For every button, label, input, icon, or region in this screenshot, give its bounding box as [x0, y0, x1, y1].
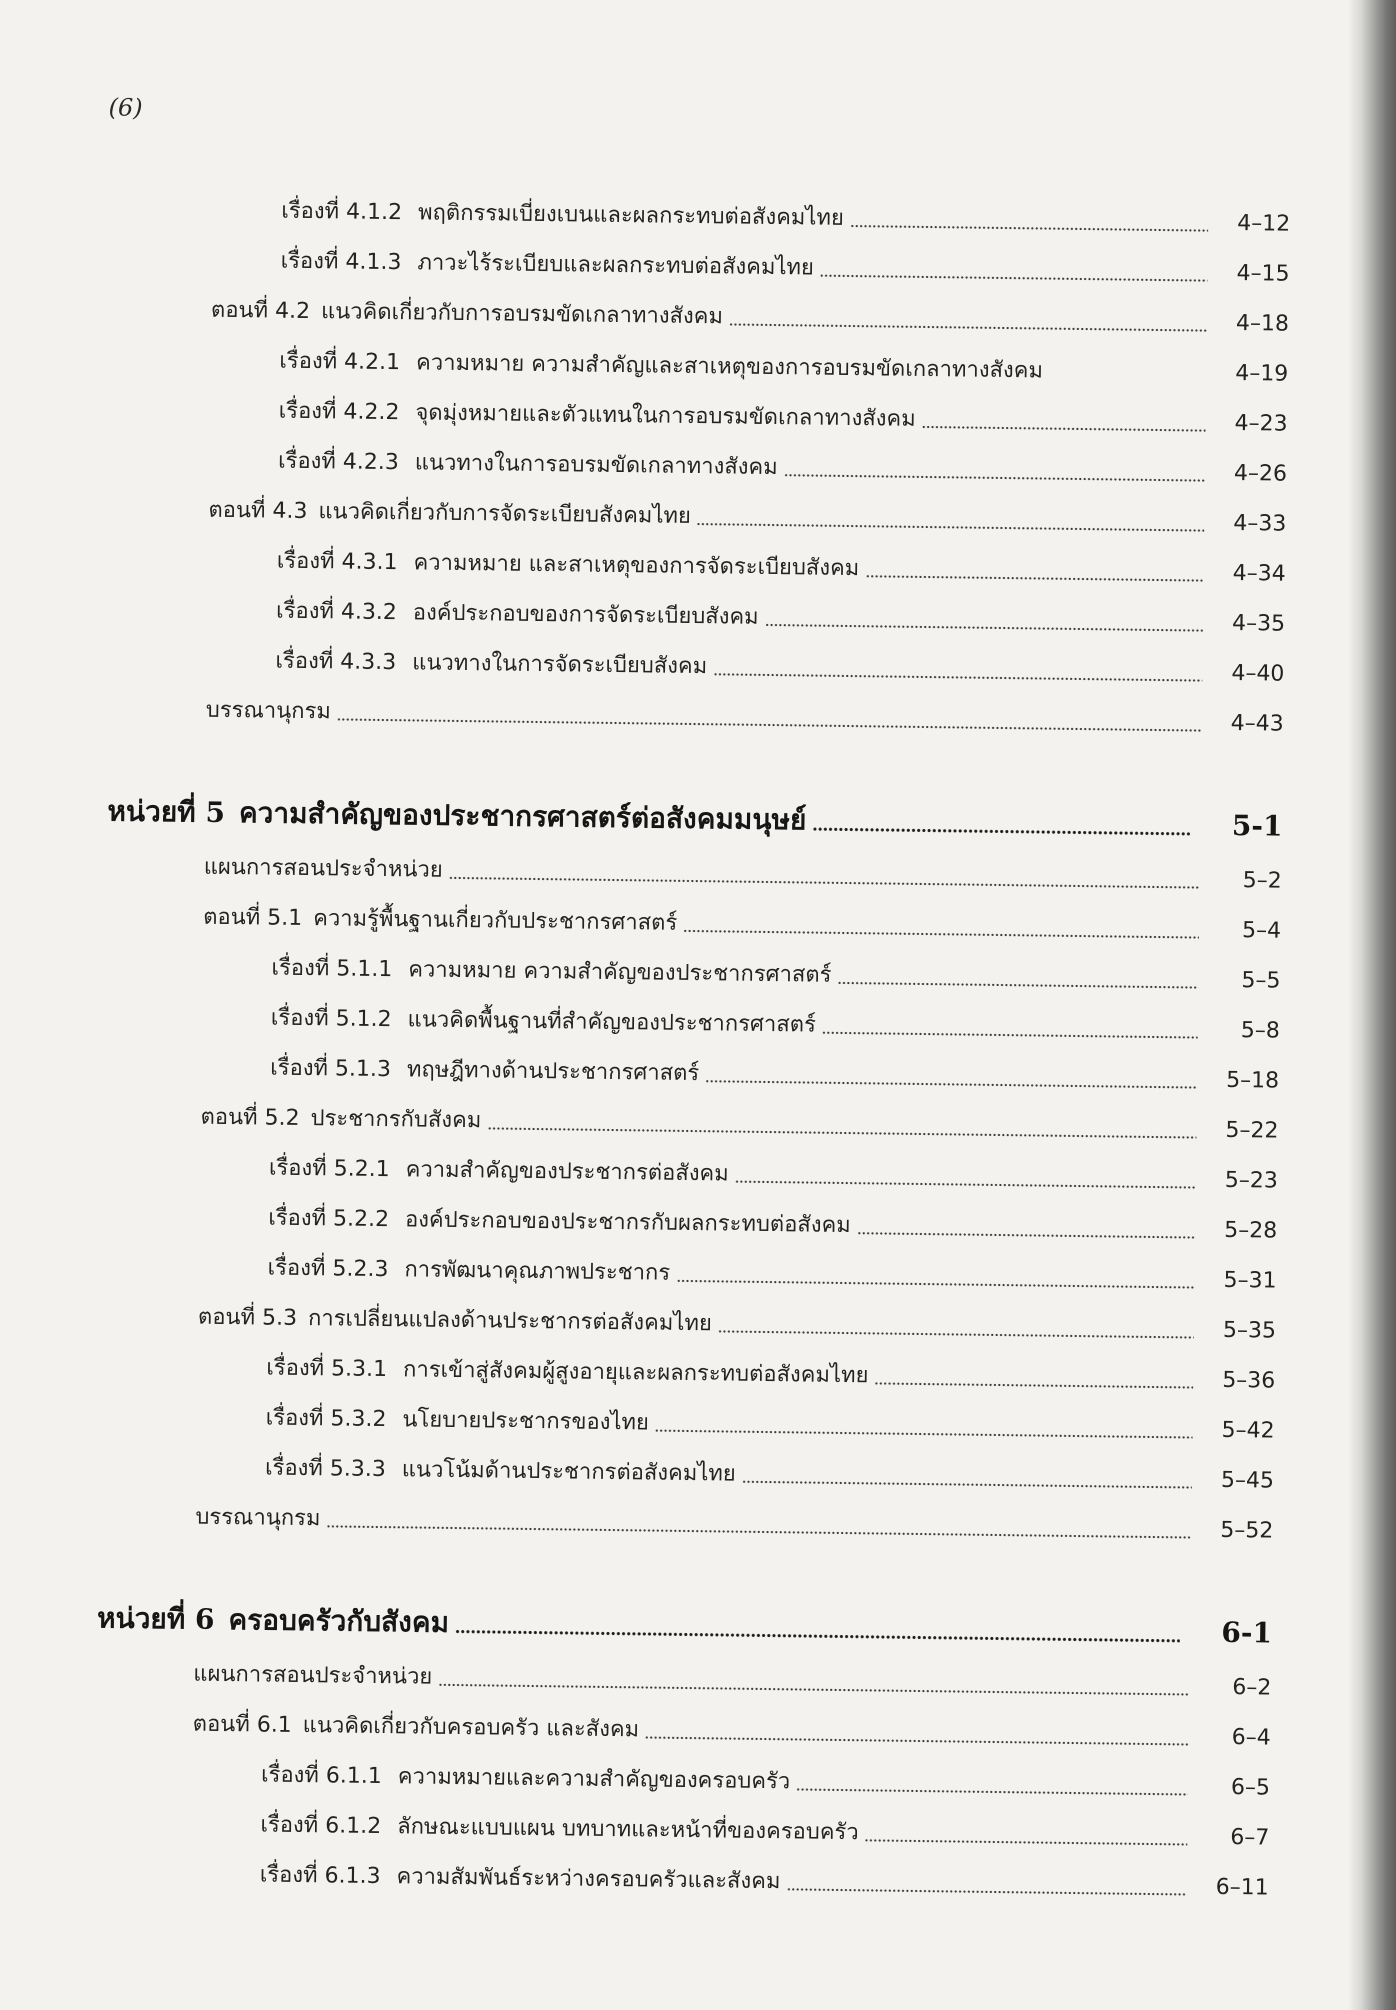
toc-entry-title: ความหมายและความสำคัญของครอบครัว — [397, 1764, 791, 1795]
toc-entry-page: 4–26 — [1233, 460, 1288, 487]
toc-entry-title: ความสำคัญของประชากรต่อสังคม — [405, 1157, 729, 1187]
toc-entry-number: เรื่องที่ 6.1.3 — [259, 1862, 381, 1890]
toc-entry-title: นโยบายประชากรของไทย — [402, 1407, 650, 1436]
leader-dots — [837, 981, 1198, 990]
toc-entry-page: 5–42 — [1221, 1417, 1275, 1444]
leader-dots — [645, 1735, 1189, 1746]
leader-dots — [337, 717, 1202, 732]
toc-entry-page: 6–2 — [1232, 1675, 1272, 1701]
toc-entry-page: 5–22 — [1225, 1117, 1279, 1144]
toc-entry-title: แนวทางในการจัดระเบียบสังคม — [412, 650, 708, 680]
leader-dots — [922, 425, 1206, 433]
toc-entry-page: 6–5 — [1230, 1775, 1271, 1801]
toc-entry-page: 5–4 — [1241, 918, 1282, 944]
toc-entry-title: ภาวะไร้ระเบียบและผลกระทบต่อสังคมไทย — [417, 250, 815, 281]
leader-dots — [874, 1381, 1193, 1389]
toc-entry-page: 5–52 — [1220, 1517, 1274, 1544]
leader-dots — [822, 1031, 1198, 1040]
toc-entry-title: แนวโน้มด้านประชากรต่อสังคมไทย — [401, 1457, 736, 1487]
toc-entry-title: ทฤษฎีทางด้านประชากรศาสตร์ — [406, 1057, 700, 1087]
toc-entry-title: ความหมาย ความสำคัญของประชากรศาสตร์ — [408, 957, 832, 988]
toc-entry-title: องค์ประกอบของการจัดระเบียบสังคม — [412, 600, 759, 630]
leader-dots — [449, 876, 1200, 890]
leader-dots — [796, 1787, 1188, 1796]
leader-dots — [713, 672, 1202, 682]
toc-entry-number: เรื่องที่ 4.1.3 — [280, 248, 402, 276]
toc-entry-title: จุดมุ่งหมายและตัวแทนในการอบรมขัดเกลาทางสังคม — [415, 400, 916, 432]
toc-entry-page: 5–31 — [1223, 1267, 1277, 1294]
toc-entry-title: แนวคิดเกี่ยวกับการอบรมขัดเกลาทางสังคม — [320, 299, 724, 330]
unit-number: หน่วยที่ 6 — [96, 1601, 215, 1636]
toc-entry-page: 4–34 — [1232, 560, 1286, 587]
toc-entry-number: เรื่องที่ 5.3.1 — [266, 1355, 388, 1383]
toc-entry-number: เรื่องที่ 5.2.3 — [267, 1255, 389, 1283]
toc-entry-page: 6–4 — [1231, 1725, 1271, 1751]
toc-entry-page: 4–23 — [1234, 410, 1288, 437]
leader-dots — [865, 1838, 1188, 1846]
toc-entry-title: บรรณานุกรม — [195, 1504, 321, 1532]
toc-entry-title: บรรณานุกรม — [205, 697, 332, 725]
toc-entry-title: องค์ประกอบของประชากรกับผลกระทบต่อสังคม — [404, 1207, 851, 1239]
toc-entry-title: พฤติกรรมเบี่ยงเบนและผลกระทบต่อสังคมไทย — [417, 200, 845, 231]
toc-entry-page: 4–19 — [1235, 360, 1289, 387]
toc-entry-page: 5–5 — [1241, 968, 1281, 994]
toc-entry-page: 4–18 — [1235, 310, 1290, 337]
leader-dots — [742, 1480, 1192, 1490]
toc-entry-number: เรื่องที่ 5.1.3 — [270, 1055, 392, 1083]
toc-entry-page: 4–40 — [1231, 660, 1285, 687]
toc-entry-number: เรื่องที่ 5.1.1 — [271, 955, 393, 983]
leader-dots — [683, 929, 1199, 940]
binding-shadow — [1348, 0, 1396, 2010]
unit-page: 5-1 — [1231, 808, 1283, 843]
toc-entry-number: เรื่องที่ 5.3.3 — [264, 1455, 386, 1483]
toc-entry-number: เรื่องที่ 4.3.1 — [276, 548, 398, 576]
toc-entry-title: ความหมาย ความสำคัญและสาเหตุของการอบรมขัดเกลาทางสังคม — [415, 350, 1044, 384]
toc-entry-number: เรื่องที่ 5.3.2 — [265, 1405, 387, 1433]
toc-unit-heading — [0, 1592, 1272, 1659]
toc-entry-page: 4–15 — [1236, 260, 1290, 287]
page-label: (6) — [108, 93, 143, 122]
toc-entry-title: การพัฒนาคุณภาพประชากร — [404, 1257, 671, 1286]
leader-dots — [438, 1683, 1189, 1697]
toc-entry-page: 5–45 — [1220, 1467, 1275, 1494]
toc-entry-number: เรื่องที่ 4.2.1 — [279, 348, 401, 376]
leader-dots — [786, 1887, 1186, 1896]
unit-page: 6-1 — [1221, 1615, 1273, 1650]
toc-entry-page: 4–12 — [1237, 210, 1291, 237]
toc-entry-number: เรื่องที่ 4.2.3 — [277, 448, 399, 476]
toc-entry-title: การเข้าสู่สังคมผู้สูงอายุและผลกระทบต่อสังคมไทย — [402, 1357, 869, 1389]
toc-entry-page: 4–43 — [1230, 710, 1284, 737]
toc-entry-page: 4–35 — [1231, 610, 1286, 637]
toc-entry-page: 5–23 — [1224, 1167, 1279, 1194]
toc-entry-number: ตอนที่ 4.3 — [208, 497, 308, 525]
toc-entry-page: 5–8 — [1240, 1018, 1280, 1044]
leader-dots — [735, 1180, 1196, 1190]
leader-dots — [857, 1231, 1196, 1239]
toc-entry-number: เรื่องที่ 4.1.2 — [281, 198, 403, 226]
toc-entry-title: แนวคิดเกี่ยวกับครอบครัว และสังคม — [302, 1713, 640, 1743]
toc-entry-number: ตอนที่ 6.1 — [192, 1711, 292, 1738]
leader-dots — [326, 1524, 1191, 1539]
leader-dots — [487, 1126, 1196, 1139]
leader-dots — [784, 473, 1205, 482]
toc-entry-number: เรื่องที่ 4.3.2 — [275, 598, 398, 626]
toc-entry-number: เรื่องที่ 5.2.2 — [268, 1205, 390, 1233]
leader-dots — [455, 1629, 1180, 1643]
leader-dots — [705, 1079, 1197, 1089]
unit-title: ครอบครัวกับสังคม — [228, 1603, 450, 1639]
toc-entry-page: 5–36 — [1222, 1367, 1276, 1394]
toc-entry-title: แผนการสอนประจำหน่วย — [193, 1661, 433, 1690]
toc-entry-title: แนวคิดพื้นฐานที่สำคัญของประชากรศาสตร์ — [407, 1007, 817, 1038]
toc-entry-page: 5–28 — [1224, 1217, 1278, 1244]
toc-entry-page: 6–11 — [1215, 1874, 1269, 1901]
toc-entry-number: เรื่องที่ 4.3.3 — [275, 648, 397, 676]
toc-entry-number: เรื่องที่ 5.1.2 — [270, 1005, 392, 1033]
leader-dots — [865, 574, 1203, 582]
toc-entry-title: แนวคิดเกี่ยวกับการจัดระเบียบสังคมไทย — [318, 499, 692, 529]
toc-entry-number: เรื่องที่ 6.1.1 — [260, 1762, 383, 1790]
leader-dots — [765, 623, 1203, 633]
toc-entry-number: ตอนที่ 5.1 — [203, 904, 303, 931]
toc-entry-number: ตอนที่ 5.2 — [200, 1104, 300, 1131]
toc-entry-title: ความสัมพันธ์ระหว่างครอบครัวและสังคม — [396, 1864, 781, 1895]
toc-entry-number: เรื่องที่ 5.2.1 — [268, 1155, 390, 1183]
toc-entry-page: 5–18 — [1225, 1067, 1280, 1094]
toc-entry-number: ตอนที่ 4.2 — [210, 297, 311, 325]
toc-entry-page: 5–2 — [1242, 868, 1282, 894]
unit-title: ความสำคัญของประชากรศาสตร์ต่อสังคมมนุษย์ — [238, 796, 807, 837]
toc-entry-number: เรื่องที่ 4.2.2 — [278, 398, 400, 426]
leader-dots — [820, 274, 1208, 283]
toc-entry-title: ประชากรกับสังคม — [310, 1106, 482, 1134]
toc-entry-page: 4–33 — [1233, 510, 1287, 537]
leader-dots — [697, 522, 1205, 533]
leader-dots — [676, 1279, 1194, 1290]
leader-dots — [729, 322, 1207, 332]
leader-dots — [850, 224, 1208, 233]
toc-list — [0, 183, 1291, 1914]
toc-entry-title: การเปลี่ยนแปลงด้านประชากรต่อสังคมไทย — [307, 1306, 712, 1337]
toc-entry-number: เรื่องที่ 6.1.2 — [260, 1812, 382, 1840]
leader-dots — [655, 1429, 1193, 1440]
entry-spacer — [1043, 372, 1218, 374]
toc-entry-number: ตอนที่ 5.3 — [197, 1304, 298, 1331]
toc-entry-title: แนวทางในการอบรมขัดเกลาทางสังคม — [414, 450, 778, 481]
leader-dots — [812, 826, 1190, 836]
toc-entry-title: แผนการสอนประจำหน่วย — [203, 854, 443, 883]
toc-entry-title: ความหมาย และสาเหตุของการจัดระเบียบสังคม — [413, 550, 860, 582]
leader-dots — [718, 1329, 1194, 1339]
toc-entry-page: 5–35 — [1222, 1317, 1277, 1344]
toc-entry-title: ความรู้พื้นฐานเกี่ยวกับประชากรศาสตร์ — [313, 906, 678, 936]
toc-entry-title: ลักษณะแบบแผน บทบาทและหน้าที่ของครอบครัว — [397, 1814, 859, 1846]
unit-number: หน่วยที่ 5 — [107, 794, 226, 829]
toc-entry-page: 6–7 — [1230, 1825, 1270, 1851]
